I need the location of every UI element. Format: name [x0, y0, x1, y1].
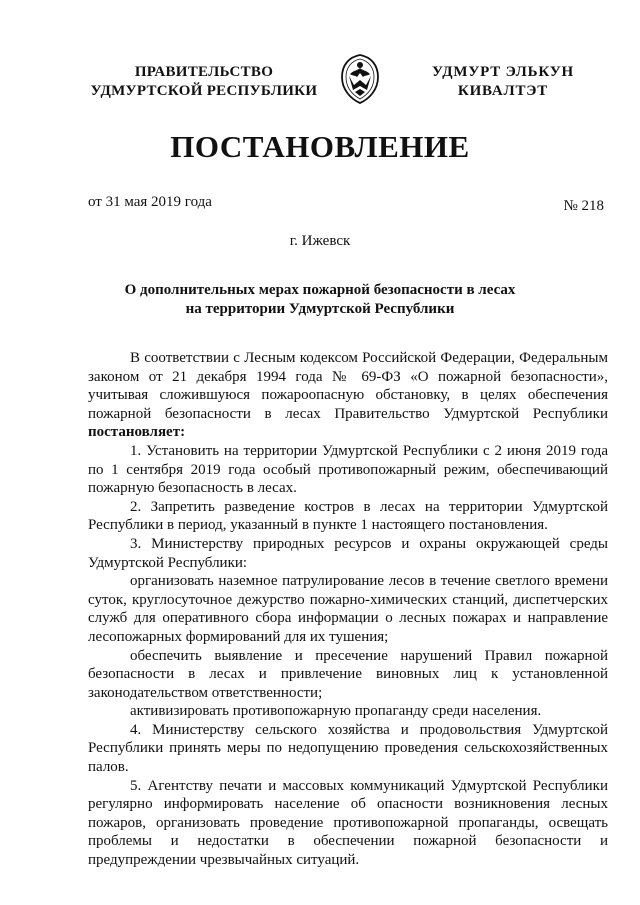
paragraph-3: 3. Министерству природных ресурсов и охраны окружающей среды Удмуртской Республики: — [88, 535, 608, 571]
government-name-udmurt-line1: УДМУРТ ЭЛЬКУН — [431, 64, 575, 80]
government-name-line1: ПРАВИТЕЛЬСТВО — [134, 64, 274, 80]
decree-word: постановляет — [88, 424, 181, 441]
emblem-icon — [337, 52, 383, 106]
document-heading — [80, 281, 560, 319]
document-body — [88, 349, 608, 870]
coat-of-arms-emblem — [337, 52, 383, 106]
government-name-udmurt-line2: КИВАЛТЭТ — [457, 83, 549, 99]
paragraph-3-item-a: организовать наземное патрулирование лесов в течение светлого времени суток, круглосуточное дежурство пожарно-химических станций, диспетчерских служб для оперативного сбора информации о лесных пожарах и направление лесопожарных формирований для их тушения; — [88, 573, 608, 645]
intro-text: В соответствии с Лесным кодексом Российской Федерации, Федеральным законом от 21 декабря 1994 года № 69-ФЗ «О пожарной безопасности», учитывая сложившуюся пожароопасную обстановку, в целях обеспечения пожарной безопасности в лесах Правительство Удмуртской Республики — [88, 350, 608, 422]
government-name-line2: УДМУРТСКОЙ РЕСПУБЛИКИ — [90, 83, 318, 99]
paragraph-3-item-b: обеспечить выявление и пресечение нарушений Правил пожарной безопасности в лесах и привлечение виновных лиц к установленной законодательством ответственности; — [88, 647, 608, 701]
paragraph-4: 4. Министерству сельского хозяйства и продовольствия Удмуртской Республики принять меры по недопущению проведения сельскохозяйственных палов. — [88, 721, 608, 776]
paragraph-1: 1. Установить на территории Удмуртской Республики с 2 июня 2019 года по 1 сентября 2019 года особый противопожарный режим, обеспечивающий пожарную безопасность в лесах. — [88, 442, 608, 497]
paragraph-5: 5. Агентству печати и массовых коммуникаций Удмуртской Республики регулярно информировать население об опасности возникновения лесных пожаров, организовать проведение противопожарной пропаганды, освещать проблемы и недостатки в обеспечении пожарной безопасности и предупреждении чрезвычайных ситуаций. — [88, 777, 608, 869]
document-date: от 31 мая 2019 года — [88, 194, 212, 210]
document-city: г. Ижевск — [289, 233, 351, 249]
document-number: № 218 — [563, 198, 604, 214]
paragraph-3-item-c: активизировать противопожарную пропаганду среди населения. — [130, 703, 542, 720]
document-title: ПОСТАНОВЛЕНИЕ — [170, 129, 470, 164]
heading-line2: на территории Удмуртской Республики — [185, 301, 455, 317]
paragraph-2: 2. Запретить разведение костров в лесах на территории Удмуртской Республики в период, указанный в пункте 1 настоящего постановления. — [88, 498, 608, 534]
intro-paragraph — [88, 349, 608, 442]
heading-line1: О дополнительных мерах пожарной безопасности в лесах — [124, 282, 516, 298]
decree-colon: : — [180, 424, 186, 441]
government-name-russian — [88, 63, 320, 101]
government-name-udmurt — [423, 63, 583, 101]
